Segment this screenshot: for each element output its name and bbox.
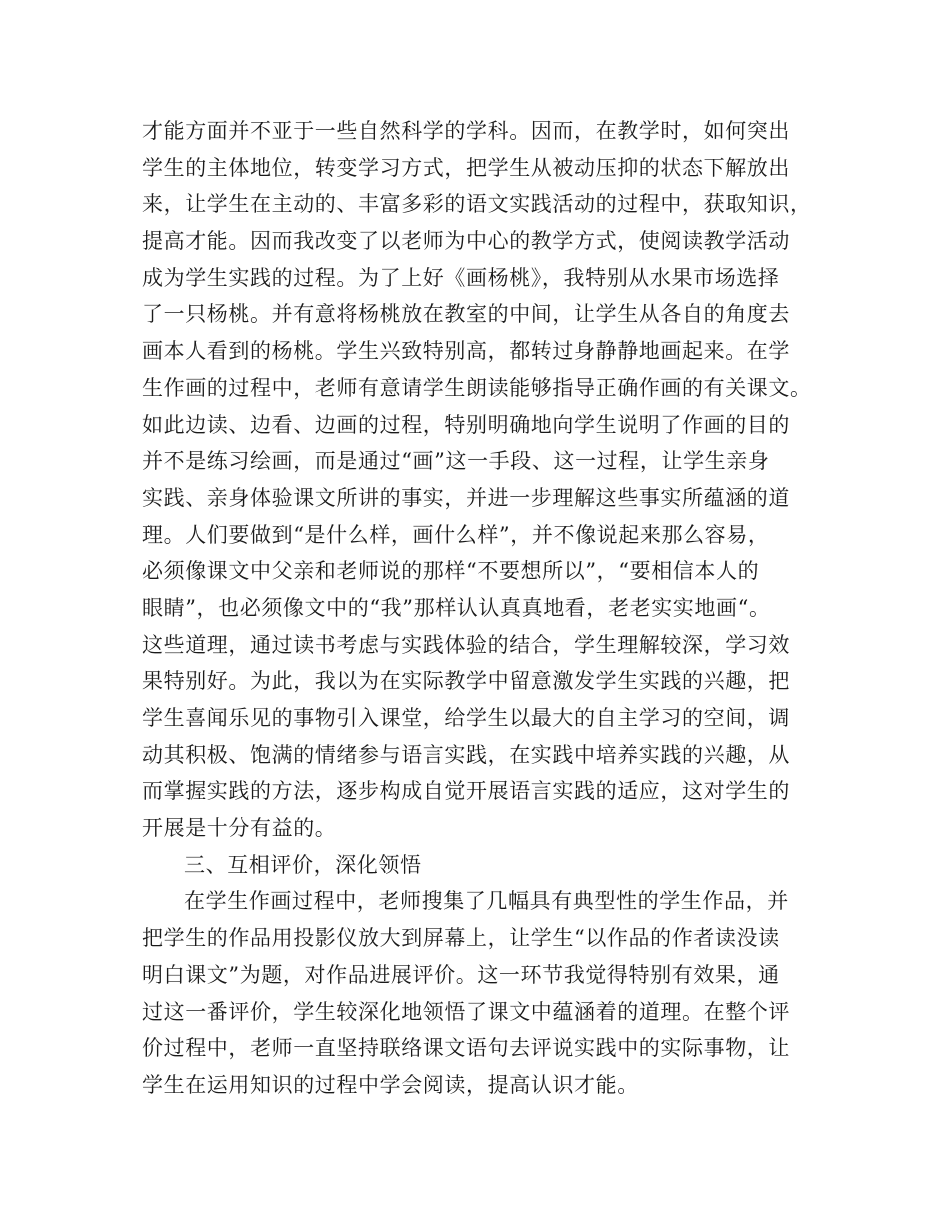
paragraph-line: 在学生作画过程中，老师搜集了几幅具有典型性的学生作品，并 bbox=[184, 889, 789, 914]
paragraph-line: 学生喜闻乐见的事物引入课堂，给学生以最大的自主学习的空间，调 bbox=[142, 706, 790, 730]
paragraph-line: 学生的主体地位，转变学习方式，把学生从被动压抑的状态下解放出 bbox=[142, 155, 790, 180]
paragraph-line: 画本人看到的杨桃。学生兴致特别高，都转过身静静地画起来。在学 bbox=[142, 339, 790, 364]
paragraph-line: 果特别好。为此，我以为在实际教学中留意激发学生实践的兴趣，把 bbox=[142, 669, 790, 694]
paragraph-line: 而掌握实践的方法，逐步构成自觉开展语言实践的适应，这对学生的 bbox=[142, 779, 790, 804]
paragraph-line: 学生在运用知识的过程中学会阅读，提高认识才能。 bbox=[142, 1072, 639, 1097]
paragraph-line: 价过程中，老师一直坚持联络课文语句去评说实践中的实际事物，让 bbox=[142, 1036, 790, 1061]
section-heading: 三、互相评价，深化领悟 bbox=[184, 852, 422, 877]
paragraph-line: 了一只杨桃。并有意将杨桃放在教室的中间，让学生从各自的角度去 bbox=[142, 302, 790, 327]
paragraph-line: 实践、亲身体验课文所讲的事实，并进一步理解这些事实所蕴涵的道 bbox=[142, 485, 790, 510]
paragraph-line: 并不是练习绘画，而是通过“画”这一手段、这一过程，让学生亲身 bbox=[142, 449, 770, 474]
paragraph-line: 过这一番评价，学生较深化地领悟了课文中蕴涵着的道理。在整个评 bbox=[142, 999, 790, 1024]
paragraph-line: 把学生的作品用投影仪放大到屏幕上，让学生“以作品的作者读没读 bbox=[142, 926, 780, 951]
paragraph-line: 眼睛”，也必须像文中的“我”那样认认真真地看，老老实实地画“。 bbox=[142, 595, 771, 620]
paragraph-line: 必须像课文中父亲和老师说的那样“不要想所以”，“要相信本人的 bbox=[142, 559, 760, 584]
paragraph-line: 才能方面并不亚于一些自然科学的学科。因而，在教学时，如何突出 bbox=[142, 119, 790, 143]
paragraph-line: 生作画的过程中，老师有意请学生朗读能够指导正确作画的有关课文。 bbox=[142, 375, 812, 400]
paragraph-line: 理。人们要做到“是什么样，画什么样”，并不像说起来那么容易， bbox=[142, 522, 770, 547]
paragraph-line: 成为学生实践的过程。为了上好《画杨桃》，我特别从水果市场选择 bbox=[142, 265, 780, 290]
paragraph-line: 如此边读、边看、边画的过程，特别明确地向学生说明了作画的目的 bbox=[142, 412, 790, 437]
paragraph-line: 动其积极、饱满的情绪参与语言实践，在实践中培养实践的兴趣，从 bbox=[142, 742, 790, 767]
paragraph-line: 开展是十分有益的。 bbox=[142, 816, 337, 841]
paragraph-line: 提高才能。因而我改变了以老师为中心的教学方式，使阅读教学活动 bbox=[142, 229, 790, 254]
paragraph-line: 这些道理，通过读书考虑与实践体验的结合，学生理解较深，学习效 bbox=[142, 632, 790, 657]
paragraph-line: 明白课文”为题，对作品进展评价。这一环节我觉得特别有效果，通 bbox=[142, 962, 780, 987]
paragraph-line: 来，让学生在主动的、丰富多彩的语文实践活动的过程中，获取知识， bbox=[142, 192, 812, 217]
body-text bbox=[142, 113, 822, 1104]
